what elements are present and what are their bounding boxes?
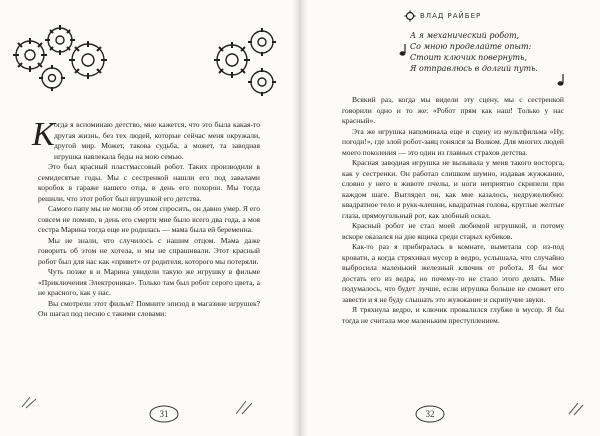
page-number [418,406,442,422]
paragraph: Чуть позже я и Марина увидели такую же игрушку в фильме «Приключения Электроника». Только там был робот серого цвета, а не красного, как у нас. [38,267,260,297]
page-number-label: 31 [159,409,169,419]
running-header-author: ВЛАД РАЙБЕР [420,12,482,20]
scratch-mark-icon [566,400,586,416]
page-number [152,406,176,422]
paragraph: Эта же игрушка напоминала еще и сцену из мультфильма «Ну, погоди!», где злой робот-заяц гонялся за Волком. Для многих людей моего поколения — это один из главных страхов детства. [342,126,564,157]
scratch-mark-icon [232,398,256,416]
paragraph: огда я вспоминаю детство, мне кажется, что это была какая-то другая жизнь, без тех людей, которые сейчас меня окружали, другой мир. Может, такова судьба, а может, та заводная игрушка навлекала беды на мою семью. [54,120,260,161]
drop-cap: К [32,116,55,153]
verse-line: А я механический робот, [410,31,520,40]
paragraph: Всякий раз, когда мы видели эту сцену, мы с сестренкой говорили одно и то же: «Робот прям как наш! Только у нас красный». [342,95,564,125]
paragraph: Самого папу мы не могли об этом спросить, он давно умер. Я его совсем не помню, в день его смерти мне было всего два года, а моя сестра Марина тогда еще не родилась — мама была ей беременна. [38,204,260,234]
music-note-icon [396,42,410,58]
scratch-mark-icon [20,395,40,409]
gears-illustration-icon [0,0,300,120]
right-page [300,0,600,436]
paragraph: Я тряхнула ведро, и ключик провалился глубже в мусор. Я бы тогда не считала мое маленьким преступлением. [342,305,564,325]
left-page-text [38,120,260,320]
book-gutter-shadow [292,0,308,436]
paragraph: Это был красный пластмассовый робот. Таких производили в семидесятые годы. Мы с сестренкой нашли его под завалами коробок в гараже нашего отца, в день его похорон. Мы тогда решили, что этот робот был игрушкой его детства. [38,162,260,203]
gear-icon [404,10,416,22]
song-verse [410,30,570,74]
page-number-label: 32 [425,409,435,419]
music-note-icon [554,72,568,88]
paragraph: Как-то раз я прибиралась в комнате, выметала сор из-под кровати, а когда стряхивал мусор в ведро, услышала, что случайно выбросила маленький железный ключик от робота. Я бы мог достать его из ведра, но почему-то не стало этого делать. Мне подумалось, что будет лучше, если игрушка больше не сможет его завести и я не буду слышать это жужжание и скрипучие звуки. [342,242,564,304]
paragraph: Вы смотрели этот фильм? Помните эпизод в магазине игрушек? Он шагал под песню с такими словами: [38,298,260,318]
verse-line: Стоит ключик повернуть, [410,53,528,62]
paragraph: Мы не знали, что случилось с нашим отцом. Мама даже говорить об этом не хотела, и мы не спрашивали. Этот красный робот был для нас как «привет» от родителя, которого мы потеряли. [38,235,260,266]
paragraph: Красный робот не стал моей любимой игрушкой, и потому вскоре оказался на дне ящика среди старых кубиков. [342,221,564,241]
verse-line: Со мною проделайте опыт: [410,42,532,51]
paragraph: Красная заводная игрушка не вызывала у меня такого восторга, как у сестренки. Он работал слишком шумно, издавая жужжание, словно у него в животе пчелы, и ноги неприятно скрипели при каждом шаге. Выглядел он, как мне казалось, недружелюбно: квадратное тело и рукк-клешни, квадратная голова, круглые желтые глаза, прямоугольный рот, как злобный оскал. [342,158,564,220]
verse-line: Я отправлюсь в долгий путь. [410,64,538,73]
right-page-text [342,95,564,326]
